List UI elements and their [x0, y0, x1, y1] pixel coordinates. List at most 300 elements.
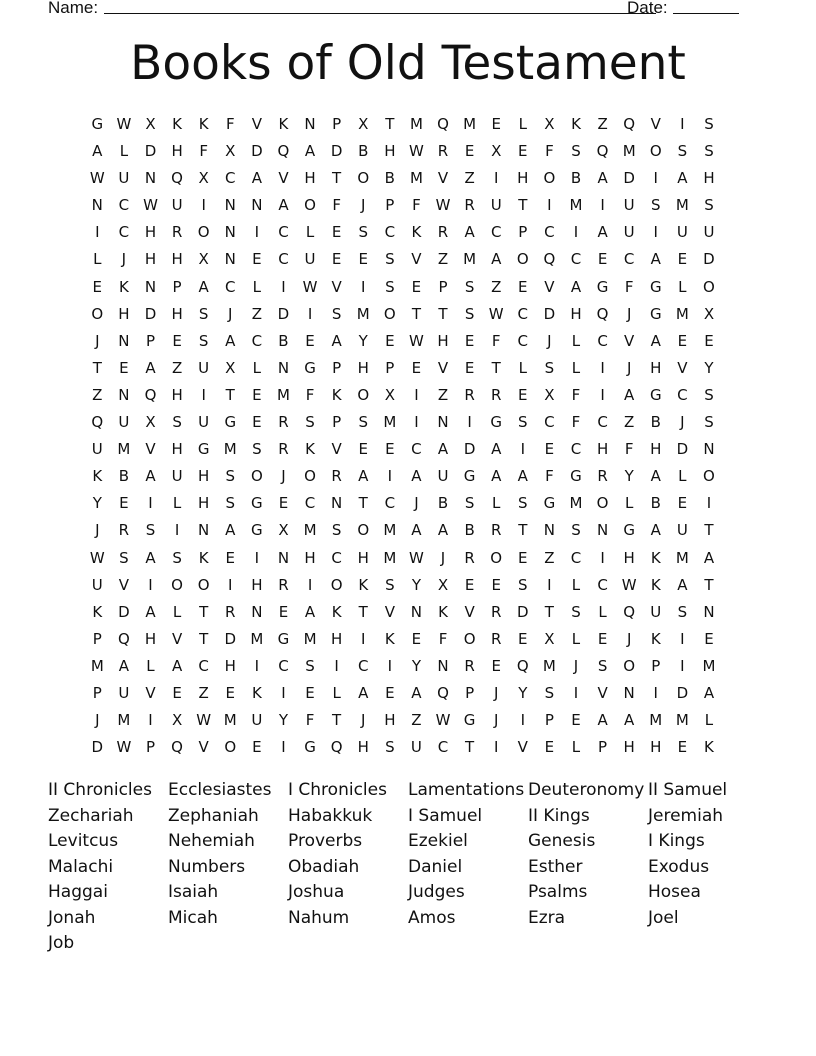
- grid-letter[interactable]: V: [331, 277, 342, 296]
- grid-letter[interactable]: P: [92, 683, 102, 702]
- grid-letter[interactable]: S: [358, 223, 368, 242]
- grid-letter[interactable]: H: [224, 656, 236, 675]
- grid-letter[interactable]: A: [331, 331, 342, 350]
- grid-letter[interactable]: I: [573, 223, 579, 242]
- grid-letter[interactable]: Q: [623, 602, 636, 621]
- grid-letter[interactable]: N: [703, 440, 715, 459]
- grid-letter[interactable]: O: [357, 521, 370, 540]
- grid-letter[interactable]: L: [678, 277, 687, 296]
- grid-letter[interactable]: A: [358, 467, 369, 486]
- grid-letter[interactable]: I: [254, 223, 260, 242]
- grid-letter[interactable]: M: [356, 304, 370, 323]
- grid-letter[interactable]: E: [571, 711, 581, 730]
- grid-letter[interactable]: D: [118, 602, 130, 621]
- grid-letter[interactable]: L: [172, 602, 182, 621]
- grid-letter[interactable]: U: [91, 440, 103, 459]
- grid-letter[interactable]: W: [143, 196, 158, 215]
- grid-letter[interactable]: N: [277, 548, 290, 567]
- grid-letter[interactable]: P: [145, 738, 155, 757]
- grid-letter[interactable]: A: [225, 331, 236, 350]
- grid-letter[interactable]: I: [680, 629, 685, 648]
- grid-letter[interactable]: N: [304, 115, 316, 133]
- grid-letter[interactable]: N: [91, 196, 103, 215]
- grid-letter[interactable]: A: [411, 521, 422, 540]
- grid-letter[interactable]: M: [463, 115, 477, 133]
- grid-letter[interactable]: E: [518, 385, 528, 404]
- grid-letter[interactable]: O: [463, 629, 476, 648]
- grid-letter[interactable]: C: [570, 250, 582, 269]
- grid-letter[interactable]: F: [571, 385, 581, 404]
- grid-letter[interactable]: X: [384, 385, 395, 404]
- grid-letter[interactable]: X: [225, 358, 236, 377]
- grid-letter[interactable]: V: [145, 440, 156, 459]
- grid-letter[interactable]: P: [332, 413, 342, 432]
- grid-letter[interactable]: E: [464, 575, 475, 594]
- grid-letter[interactable]: I: [653, 683, 658, 702]
- grid-letter[interactable]: C: [597, 575, 608, 594]
- grid-letter[interactable]: C: [331, 548, 342, 567]
- grid-letter[interactable]: O: [703, 467, 715, 486]
- grid-letter[interactable]: L: [172, 494, 182, 513]
- grid-letter[interactable]: G: [251, 494, 263, 513]
- grid-letter[interactable]: K: [704, 738, 714, 757]
- grid-letter[interactable]: S: [331, 304, 342, 323]
- grid-letter[interactable]: Z: [491, 277, 502, 296]
- grid-letter[interactable]: L: [332, 683, 341, 702]
- grid-letter[interactable]: S: [385, 250, 395, 269]
- grid-letter[interactable]: E: [491, 115, 501, 133]
- grid-letter[interactable]: V: [437, 358, 449, 377]
- grid-letter[interactable]: L: [146, 656, 155, 675]
- grid-letter[interactable]: M: [223, 711, 237, 730]
- grid-letter[interactable]: X: [278, 521, 289, 540]
- grid-letter[interactable]: A: [570, 277, 582, 296]
- grid-letter[interactable]: Y: [92, 494, 102, 513]
- grid-letter[interactable]: T: [225, 385, 235, 404]
- grid-letter[interactable]: D: [251, 142, 263, 161]
- grid-letter[interactable]: E: [385, 331, 395, 350]
- grid-letter[interactable]: E: [305, 331, 315, 350]
- grid-letter[interactable]: Y: [518, 683, 528, 702]
- grid-letter[interactable]: E: [278, 494, 289, 513]
- grid-letter[interactable]: B: [464, 521, 475, 540]
- grid-letter[interactable]: D: [703, 250, 715, 269]
- grid-letter[interactable]: W: [116, 738, 132, 757]
- grid-letter[interactable]: H: [384, 711, 396, 730]
- grid-letter[interactable]: S: [544, 683, 555, 702]
- grid-letter[interactable]: L: [704, 711, 714, 730]
- grid-letter[interactable]: M: [409, 115, 423, 133]
- grid-letter[interactable]: U: [198, 413, 210, 432]
- grid-letter[interactable]: J: [281, 467, 286, 486]
- grid-letter[interactable]: X: [198, 250, 209, 269]
- grid-letter[interactable]: B: [118, 467, 130, 486]
- grid-letter[interactable]: I: [387, 467, 393, 486]
- grid-letter[interactable]: S: [704, 196, 714, 215]
- grid-letter[interactable]: X: [544, 629, 555, 648]
- grid-letter[interactable]: T: [385, 115, 395, 133]
- grid-letter[interactable]: A: [145, 358, 156, 377]
- grid-letter[interactable]: D: [517, 602, 529, 621]
- grid-letter[interactable]: E: [358, 440, 368, 459]
- grid-letter[interactable]: U: [171, 196, 183, 215]
- grid-letter[interactable]: I: [148, 494, 153, 513]
- grid-letter[interactable]: V: [677, 358, 688, 377]
- grid-letter[interactable]: I: [361, 629, 366, 648]
- grid-letter[interactable]: M: [702, 656, 716, 675]
- grid-letter[interactable]: O: [91, 304, 104, 323]
- grid-letter[interactable]: K: [172, 115, 182, 133]
- grid-letter[interactable]: N: [144, 277, 157, 296]
- grid-letter[interactable]: G: [463, 467, 476, 486]
- grid-letter[interactable]: K: [438, 602, 448, 621]
- grid-letter[interactable]: I: [653, 169, 658, 188]
- grid-letter[interactable]: U: [623, 223, 635, 242]
- grid-letter[interactable]: Q: [516, 656, 529, 675]
- grid-letter[interactable]: L: [571, 331, 581, 350]
- grid-letter[interactable]: F: [225, 115, 235, 133]
- grid-letter[interactable]: H: [171, 304, 183, 323]
- grid-letter[interactable]: L: [492, 494, 501, 513]
- grid-letter[interactable]: W: [196, 711, 212, 730]
- grid-letter[interactable]: A: [597, 711, 608, 730]
- grid-letter[interactable]: S: [464, 304, 475, 323]
- grid-letter[interactable]: J: [361, 196, 366, 215]
- grid-letter[interactable]: J: [121, 250, 127, 269]
- grid-letter[interactable]: T: [92, 358, 102, 377]
- grid-letter[interactable]: L: [571, 358, 581, 377]
- grid-letter[interactable]: V: [624, 331, 635, 350]
- grid-letter[interactable]: R: [464, 656, 475, 675]
- grid-letter[interactable]: A: [304, 602, 316, 621]
- grid-letter[interactable]: Z: [437, 250, 449, 269]
- grid-letter[interactable]: S: [704, 142, 714, 161]
- grid-letter[interactable]: M: [675, 196, 689, 215]
- grid-letter[interactable]: U: [676, 521, 688, 540]
- grid-letter[interactable]: S: [677, 602, 688, 621]
- grid-letter[interactable]: I: [706, 494, 712, 513]
- grid-letter[interactable]: A: [411, 683, 422, 702]
- grid-letter[interactable]: O: [383, 304, 396, 323]
- grid-letter[interactable]: N: [437, 656, 449, 675]
- grid-letter[interactable]: B: [278, 331, 289, 350]
- grid-letter[interactable]: X: [145, 413, 156, 432]
- grid-letter[interactable]: T: [465, 738, 475, 757]
- grid-letter[interactable]: K: [384, 629, 395, 648]
- grid-letter[interactable]: S: [119, 548, 129, 567]
- grid-letter[interactable]: K: [331, 385, 342, 404]
- grid-letter[interactable]: W: [409, 142, 424, 161]
- grid-letter[interactable]: D: [277, 304, 290, 323]
- grid-letter[interactable]: U: [703, 223, 715, 242]
- grid-letter[interactable]: E: [252, 413, 262, 432]
- grid-letter[interactable]: V: [384, 602, 395, 621]
- grid-letter[interactable]: X: [437, 575, 449, 594]
- grid-letter[interactable]: E: [278, 602, 289, 621]
- grid-letter[interactable]: Q: [277, 142, 290, 161]
- grid-letter[interactable]: U: [676, 223, 688, 242]
- grid-letter[interactable]: T: [411, 304, 421, 323]
- grid-letter[interactable]: J: [95, 711, 100, 730]
- grid-letter[interactable]: H: [198, 494, 210, 513]
- grid-letter[interactable]: W: [89, 548, 105, 567]
- grid-letter[interactable]: A: [437, 440, 449, 459]
- grid-letter[interactable]: C: [544, 223, 555, 242]
- grid-letter[interactable]: N: [144, 169, 157, 188]
- grid-letter[interactable]: H: [331, 629, 343, 648]
- grid-letter[interactable]: F: [624, 440, 634, 459]
- grid-letter[interactable]: E: [544, 440, 555, 459]
- grid-letter[interactable]: W: [89, 169, 105, 188]
- grid-letter[interactable]: E: [172, 331, 182, 350]
- grid-letter[interactable]: C: [517, 304, 529, 323]
- grid-letter[interactable]: F: [624, 277, 634, 296]
- grid-letter[interactable]: M: [675, 304, 689, 323]
- grid-letter[interactable]: H: [703, 169, 715, 188]
- grid-letter[interactable]: M: [223, 440, 237, 459]
- grid-letter[interactable]: L: [518, 358, 527, 377]
- grid-letter[interactable]: R: [171, 223, 183, 242]
- grid-letter[interactable]: N: [623, 683, 635, 702]
- grid-letter[interactable]: S: [464, 277, 475, 296]
- grid-letter[interactable]: O: [171, 575, 183, 594]
- grid-letter[interactable]: S: [145, 521, 156, 540]
- grid-letter[interactable]: J: [95, 331, 100, 350]
- grid-letter[interactable]: S: [544, 358, 555, 377]
- grid-letter[interactable]: L: [518, 115, 527, 133]
- grid-letter[interactable]: I: [520, 711, 526, 730]
- grid-letter[interactable]: D: [144, 142, 157, 161]
- grid-letter[interactable]: I: [493, 738, 499, 757]
- grid-letter[interactable]: G: [649, 277, 662, 296]
- grid-letter[interactable]: V: [198, 738, 209, 757]
- grid-letter[interactable]: G: [490, 413, 503, 432]
- grid-letter[interactable]: F: [545, 467, 554, 486]
- grid-letter[interactable]: K: [118, 277, 129, 296]
- grid-letter[interactable]: O: [330, 575, 343, 594]
- grid-letter[interactable]: W: [435, 711, 451, 730]
- grid-letter[interactable]: V: [544, 277, 555, 296]
- grid-letter[interactable]: V: [650, 115, 661, 133]
- grid-letter[interactable]: B: [650, 494, 661, 513]
- grid-letter[interactable]: C: [517, 331, 529, 350]
- grid-letter[interactable]: I: [387, 656, 393, 675]
- grid-letter[interactable]: R: [464, 196, 475, 215]
- grid-letter[interactable]: W: [435, 196, 451, 215]
- grid-letter[interactable]: C: [384, 494, 396, 513]
- grid-letter[interactable]: U: [490, 196, 502, 215]
- date-field-line[interactable]: [673, 13, 739, 14]
- grid-letter[interactable]: M: [250, 629, 264, 648]
- grid-letter[interactable]: Z: [251, 304, 262, 323]
- grid-letter[interactable]: R: [490, 602, 502, 621]
- grid-letter[interactable]: I: [254, 656, 260, 675]
- grid-letter[interactable]: I: [95, 223, 100, 242]
- grid-letter[interactable]: P: [92, 629, 102, 648]
- grid-letter[interactable]: C: [225, 169, 236, 188]
- name-field-line[interactable]: [104, 13, 656, 14]
- grid-letter[interactable]: H: [171, 440, 183, 459]
- grid-letter[interactable]: Z: [544, 548, 555, 567]
- grid-letter[interactable]: K: [305, 440, 315, 459]
- grid-letter[interactable]: A: [198, 277, 209, 296]
- grid-letter[interactable]: T: [704, 575, 714, 594]
- grid-letter[interactable]: S: [198, 331, 209, 350]
- grid-letter[interactable]: S: [385, 738, 395, 757]
- grid-letter[interactable]: A: [491, 467, 502, 486]
- grid-letter[interactable]: F: [305, 711, 315, 730]
- grid-letter[interactable]: Q: [437, 115, 449, 133]
- grid-letter[interactable]: N: [251, 602, 263, 621]
- grid-letter[interactable]: Q: [144, 385, 157, 404]
- grid-letter[interactable]: O: [357, 385, 370, 404]
- grid-letter[interactable]: C: [570, 440, 582, 459]
- grid-letter[interactable]: C: [411, 440, 422, 459]
- grid-letter[interactable]: I: [680, 115, 685, 133]
- grid-letter[interactable]: E: [677, 331, 688, 350]
- grid-letter[interactable]: Y: [411, 656, 421, 675]
- grid-letter[interactable]: K: [92, 602, 103, 621]
- grid-letter[interactable]: Q: [171, 738, 183, 757]
- grid-letter[interactable]: Z: [597, 115, 608, 133]
- grid-letter[interactable]: H: [437, 331, 449, 350]
- grid-letter[interactable]: C: [490, 223, 502, 242]
- grid-letter[interactable]: M: [303, 521, 317, 540]
- grid-letter[interactable]: D: [224, 629, 237, 648]
- grid-letter[interactable]: U: [410, 738, 422, 757]
- grid-letter[interactable]: Y: [278, 711, 289, 730]
- grid-letter[interactable]: N: [596, 521, 609, 540]
- grid-letter[interactable]: C: [623, 250, 635, 269]
- grid-letter[interactable]: E: [252, 385, 262, 404]
- grid-letter[interactable]: N: [198, 521, 210, 540]
- grid-letter[interactable]: C: [278, 223, 289, 242]
- grid-letter[interactable]: I: [201, 196, 206, 215]
- grid-letter[interactable]: L: [252, 277, 262, 296]
- grid-letter[interactable]: G: [570, 467, 582, 486]
- grid-letter[interactable]: S: [331, 521, 342, 540]
- grid-letter[interactable]: T: [518, 196, 528, 215]
- grid-letter[interactable]: U: [198, 358, 210, 377]
- grid-letter[interactable]: A: [304, 142, 316, 161]
- grid-letter[interactable]: A: [491, 440, 502, 459]
- grid-letter[interactable]: H: [171, 385, 183, 404]
- grid-letter[interactable]: M: [542, 656, 556, 675]
- grid-letter[interactable]: Z: [411, 711, 422, 730]
- grid-letter[interactable]: Y: [704, 358, 714, 377]
- grid-letter[interactable]: Q: [171, 169, 183, 188]
- grid-letter[interactable]: X: [171, 711, 183, 730]
- grid-letter[interactable]: H: [144, 629, 157, 648]
- grid-letter[interactable]: V: [251, 115, 262, 133]
- grid-letter[interactable]: D: [91, 738, 104, 757]
- grid-letter[interactable]: E: [172, 683, 182, 702]
- grid-letter[interactable]: A: [437, 521, 449, 540]
- grid-letter[interactable]: B: [570, 169, 582, 188]
- grid-letter[interactable]: K: [650, 575, 661, 594]
- grid-letter[interactable]: P: [438, 277, 448, 296]
- grid-letter[interactable]: M: [569, 494, 583, 513]
- grid-letter[interactable]: E: [252, 250, 262, 269]
- grid-letter[interactable]: A: [650, 250, 661, 269]
- grid-letter[interactable]: F: [571, 413, 581, 432]
- grid-letter[interactable]: M: [675, 711, 689, 730]
- grid-letter[interactable]: E: [385, 683, 395, 702]
- grid-letter[interactable]: T: [358, 602, 368, 621]
- grid-letter[interactable]: U: [251, 711, 263, 730]
- grid-letter[interactable]: I: [334, 656, 339, 675]
- grid-letter[interactable]: A: [145, 548, 156, 567]
- grid-letter[interactable]: H: [357, 738, 369, 757]
- grid-letter[interactable]: E: [411, 358, 422, 377]
- grid-letter[interactable]: S: [305, 413, 315, 432]
- grid-letter[interactable]: E: [464, 331, 475, 350]
- grid-letter[interactable]: I: [228, 575, 233, 594]
- grid-letter[interactable]: U: [623, 196, 635, 215]
- grid-letter[interactable]: C: [597, 331, 608, 350]
- grid-letter[interactable]: W: [302, 277, 318, 296]
- grid-letter[interactable]: M: [649, 711, 663, 730]
- grid-letter[interactable]: R: [437, 223, 449, 242]
- grid-letter[interactable]: S: [518, 575, 528, 594]
- grid-letter[interactable]: S: [358, 413, 368, 432]
- grid-letter[interactable]: L: [119, 142, 129, 161]
- grid-letter[interactable]: I: [281, 683, 286, 702]
- grid-letter[interactable]: A: [677, 169, 688, 188]
- grid-letter[interactable]: L: [305, 223, 315, 242]
- grid-letter[interactable]: M: [463, 250, 477, 269]
- grid-letter[interactable]: A: [517, 467, 528, 486]
- grid-letter[interactable]: C: [118, 223, 130, 242]
- grid-letter[interactable]: R: [225, 602, 236, 621]
- grid-letter[interactable]: N: [703, 602, 715, 621]
- grid-letter[interactable]: K: [358, 575, 369, 594]
- grid-letter[interactable]: D: [463, 440, 476, 459]
- grid-letter[interactable]: N: [118, 385, 130, 404]
- grid-letter[interactable]: U: [650, 602, 662, 621]
- grid-letter[interactable]: O: [649, 142, 662, 161]
- grid-letter[interactable]: N: [277, 358, 290, 377]
- grid-letter[interactable]: P: [518, 223, 528, 242]
- grid-letter[interactable]: J: [547, 331, 552, 350]
- grid-letter[interactable]: A: [358, 683, 369, 702]
- grid-letter[interactable]: L: [624, 494, 634, 513]
- grid-letter[interactable]: E: [518, 142, 528, 161]
- grid-letter[interactable]: S: [385, 575, 395, 594]
- grid-letter[interactable]: M: [675, 548, 689, 567]
- grid-letter[interactable]: R: [278, 413, 289, 432]
- grid-letter[interactable]: X: [358, 115, 369, 133]
- grid-letter[interactable]: O: [304, 196, 316, 215]
- grid-letter[interactable]: G: [623, 521, 635, 540]
- grid-letter[interactable]: D: [330, 142, 343, 161]
- grid-letter[interactable]: J: [493, 711, 499, 730]
- grid-letter[interactable]: E: [119, 358, 129, 377]
- grid-letter[interactable]: S: [385, 277, 395, 296]
- grid-letter[interactable]: H: [357, 358, 369, 377]
- grid-letter[interactable]: H: [384, 142, 396, 161]
- grid-letter[interactable]: H: [144, 223, 157, 242]
- grid-letter[interactable]: H: [650, 738, 662, 757]
- grid-letter[interactable]: U: [437, 467, 449, 486]
- grid-letter[interactable]: Q: [623, 115, 636, 133]
- grid-letter[interactable]: I: [600, 548, 605, 567]
- grid-letter[interactable]: I: [600, 196, 605, 215]
- grid-letter[interactable]: K: [198, 548, 209, 567]
- grid-letter[interactable]: B: [384, 169, 395, 188]
- grid-letter[interactable]: H: [517, 169, 529, 188]
- grid-letter[interactable]: O: [623, 656, 636, 675]
